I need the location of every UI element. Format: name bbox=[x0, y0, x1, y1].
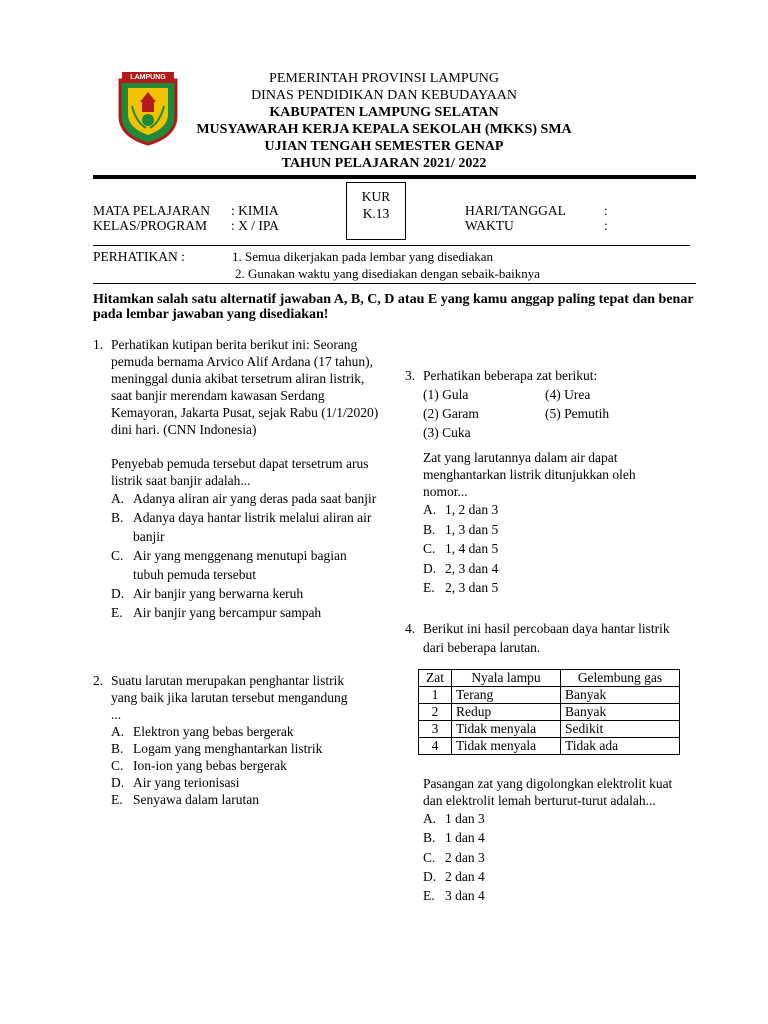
question-number: 2. bbox=[93, 673, 104, 688]
option-e[interactable] bbox=[423, 578, 695, 598]
option-letter: B. bbox=[423, 830, 436, 846]
table-header: Nyala lampu bbox=[452, 670, 561, 687]
perhatikan-label: PERHATIKAN : bbox=[93, 249, 185, 264]
option-text: Logam yang menghantarkan listrik bbox=[133, 741, 323, 756]
option-letter: D. bbox=[423, 868, 437, 884]
option-b[interactable] bbox=[111, 508, 379, 546]
zat-item-1: (1) Gula bbox=[423, 387, 469, 402]
option-e[interactable] bbox=[111, 791, 379, 808]
option-letter: D. bbox=[111, 775, 125, 790]
option-text: 2, 3 dan 5 bbox=[445, 580, 499, 595]
option-b[interactable] bbox=[111, 740, 379, 757]
perhatikan-divider bbox=[93, 283, 696, 284]
logo-banner-text: LAMPUNG bbox=[130, 74, 166, 81]
table-header: Gelembung gas bbox=[561, 670, 680, 687]
results-table bbox=[418, 669, 680, 755]
question-text: Penyebab pemuda tersebut dapat tersetrum arus listrik saat banjir adalah... bbox=[111, 456, 369, 488]
option-a[interactable] bbox=[111, 489, 379, 508]
table-cell: 2 bbox=[419, 704, 452, 721]
question-stem: Perhatikan kutipan berita berikut ini: Seorang pemuda bernama Arvico Alif Ardana (17 tahun), meninggal dunia akibat tersetrum aliran listrik, saat banjir merendam kawasan Serdang Kemayoran, Jakarta Pusat, sejak Rabu (1/1/2020) dini hari. (CNN Indonesia) bbox=[111, 337, 379, 437]
table-cell: Sedikit bbox=[561, 721, 680, 738]
option-e[interactable] bbox=[423, 886, 695, 905]
table-header: Zat bbox=[419, 670, 452, 687]
option-b[interactable] bbox=[423, 828, 695, 847]
option-d[interactable] bbox=[423, 559, 695, 579]
option-letter: E. bbox=[423, 580, 435, 595]
option-letter: C. bbox=[111, 758, 124, 773]
option-d[interactable] bbox=[111, 774, 379, 791]
header-line-1: PEMERINTAH PROVINSI LAMPUNG bbox=[269, 71, 499, 86]
option-c[interactable] bbox=[423, 539, 695, 559]
option-letter: C. bbox=[423, 541, 436, 556]
question-1 bbox=[93, 336, 383, 622]
option-d[interactable] bbox=[111, 584, 379, 603]
kurikulum-line-2: K.13 bbox=[362, 206, 390, 221]
table-cell: 3 bbox=[419, 721, 452, 738]
perhatikan-item-2: 2. Gunakan waktu yang disediakan dengan sebaik-baiknya bbox=[235, 266, 541, 281]
header-line-2: DINAS PENDIDIKAN DAN KEBUDAYAAN bbox=[251, 88, 517, 103]
waktu-value: : bbox=[604, 218, 608, 233]
option-text: Air banjir yang berwarna keruh bbox=[133, 586, 304, 601]
option-text: Air banjir yang bercampur sampah bbox=[133, 605, 322, 620]
kelas-value: : X / IPA bbox=[231, 218, 279, 233]
table-row bbox=[419, 687, 680, 704]
option-letter: E. bbox=[111, 792, 123, 807]
option-text: 3 dan 4 bbox=[445, 888, 485, 904]
question-number: 4. bbox=[405, 621, 416, 636]
question-3 bbox=[405, 366, 695, 598]
option-text: 1, 2 dan 3 bbox=[445, 502, 499, 517]
table-cell: Redup bbox=[452, 704, 561, 721]
option-text: 2, 3 dan 4 bbox=[445, 560, 499, 576]
table-cell: 4 bbox=[419, 738, 452, 755]
option-letter: A. bbox=[423, 502, 437, 517]
zat-item-2: (2) Garam bbox=[423, 406, 479, 421]
option-text: Air yang terionisasi bbox=[133, 775, 240, 790]
question-number: 3. bbox=[405, 368, 416, 383]
question-number: 1. bbox=[93, 337, 104, 352]
option-text: Elektron yang bebas bergerak bbox=[133, 724, 294, 739]
table-row bbox=[419, 721, 680, 738]
option-letter: D. bbox=[423, 560, 437, 576]
option-letter: B. bbox=[111, 510, 124, 525]
info-divider bbox=[93, 245, 690, 246]
option-text: Senyawa dalam larutan bbox=[133, 792, 259, 807]
table-cell: Tidak menyala bbox=[452, 738, 561, 755]
option-text: 2 dan 3 bbox=[445, 849, 485, 865]
option-letter: A. bbox=[111, 491, 125, 506]
option-letter: E. bbox=[111, 605, 123, 620]
option-letter: D. bbox=[111, 586, 125, 601]
header-line-5: UJIAN TENGAH SEMESTER GENAP bbox=[264, 139, 504, 154]
option-text: 2 dan 4 bbox=[445, 868, 485, 884]
option-c[interactable] bbox=[111, 757, 379, 774]
option-c[interactable] bbox=[111, 546, 379, 584]
header-divider bbox=[93, 175, 696, 179]
option-a[interactable] bbox=[423, 500, 695, 520]
option-text: 1, 3 dan 5 bbox=[445, 521, 499, 537]
header-line-3: KABUPATEN LAMPUNG SELATAN bbox=[269, 105, 499, 120]
question-2 bbox=[93, 672, 383, 808]
table-cell: Banyak bbox=[561, 704, 680, 721]
zat-item-4: (4) Urea bbox=[545, 387, 591, 402]
option-text: Air yang menggenang menutupi bagian tubuh pemuda tersebut bbox=[133, 548, 347, 582]
table-row bbox=[419, 704, 680, 721]
option-letter: B. bbox=[423, 521, 436, 537]
table-cell: Terang bbox=[452, 687, 561, 704]
instruction: Hitamkan salah satu alternatif jawaban A, B, C, D atau E yang kamu anggap paling tepat dan benar pada lembar jawaban yang disediakan! bbox=[93, 292, 694, 322]
header-line-6: TAHUN PELAJARAN 2021/ 2022 bbox=[281, 156, 487, 171]
table-cell: Tidak ada bbox=[561, 738, 680, 755]
option-a[interactable] bbox=[423, 809, 695, 828]
question-stem: Berikut ini hasil percobaan daya hantar listrik dari beberapa larutan. bbox=[423, 621, 670, 655]
perhatikan-item-1: 1. Semua dikerjakan pada lembar yang disediakan bbox=[232, 249, 493, 264]
table-header-row bbox=[419, 670, 680, 687]
option-letter: E. bbox=[423, 888, 435, 904]
header-line-4: MUSYAWARAH KERJA KEPALA SEKOLAH (MKKS) SMA bbox=[196, 122, 572, 137]
mapel-label: MATA PELAJARAN bbox=[93, 203, 211, 218]
waktu-label: WAKTU bbox=[465, 218, 514, 233]
option-text: Adanya daya hantar listrik melalui aliran air banjir bbox=[133, 510, 372, 544]
option-d[interactable] bbox=[423, 867, 695, 886]
option-b[interactable] bbox=[423, 520, 695, 540]
hari-value: : bbox=[604, 203, 608, 218]
option-text: 1, 4 dan 5 bbox=[445, 541, 499, 556]
question-4 bbox=[405, 619, 695, 905]
table-cell: Banyak bbox=[561, 687, 680, 704]
option-a[interactable] bbox=[111, 723, 379, 740]
option-text: 1 dan 3 bbox=[445, 811, 485, 826]
option-letter: C. bbox=[111, 548, 124, 563]
option-text: Adanya aliran air yang deras pada saat banjir bbox=[133, 491, 377, 506]
option-text: Ion-ion yang bebas bergerak bbox=[133, 758, 287, 773]
zat-item-3: (3) Cuka bbox=[423, 425, 471, 440]
option-c[interactable] bbox=[423, 848, 695, 867]
hari-label: HARI/TANGGAL bbox=[465, 203, 566, 218]
kelas-label: KELAS/PROGRAM bbox=[93, 218, 208, 233]
question-text: Pasangan zat yang digolongkan elektrolit kuat dan elektrolit lemah berturut-turut adalah... bbox=[423, 776, 673, 808]
option-text: 1 dan 4 bbox=[445, 830, 485, 846]
mapel-value: : KIMIA bbox=[231, 203, 279, 218]
option-letter: A. bbox=[111, 724, 125, 739]
table-row bbox=[419, 738, 680, 755]
question-stem: Perhatikan beberapa zat berikut: bbox=[423, 368, 598, 383]
zat-item-5: (5) Pemutih bbox=[545, 406, 610, 421]
kurikulum-box bbox=[346, 182, 406, 240]
table-cell: 1 bbox=[419, 687, 452, 704]
kurikulum-line-1: KUR bbox=[361, 189, 391, 204]
option-letter: C. bbox=[423, 849, 436, 865]
option-letter: A. bbox=[423, 811, 437, 826]
option-letter: B. bbox=[111, 741, 124, 756]
option-e[interactable] bbox=[111, 603, 379, 622]
question-stem: Suatu larutan merupakan penghantar listrik yang baik jika larutan tersebut mengandung ... bbox=[111, 673, 348, 722]
table-cell: Tidak menyala bbox=[452, 721, 561, 738]
question-text: Zat yang larutannya dalam air dapat menghantarkan listrik ditunjukkan oleh nomor... bbox=[423, 450, 636, 499]
